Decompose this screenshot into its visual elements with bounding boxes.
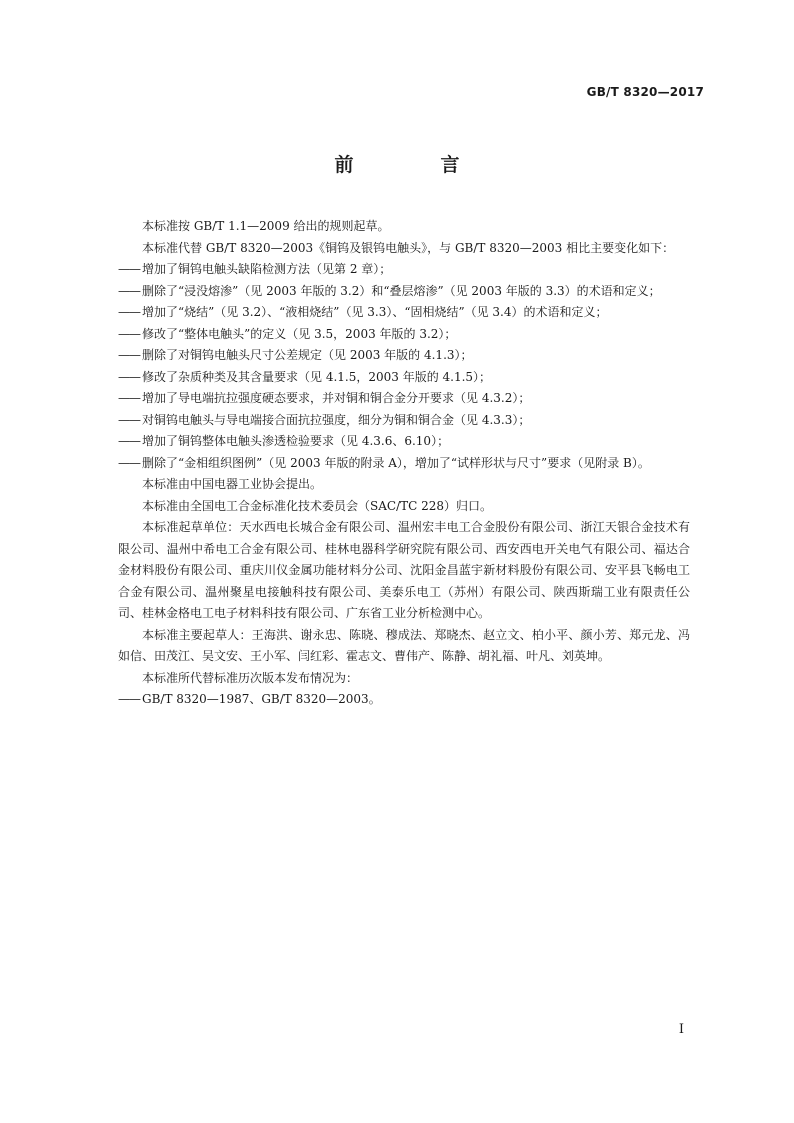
dash-mark: —— <box>118 305 140 319</box>
paragraph-replacement-notice: 本标准代替 GB/T 8320—2003《铜钨及银钨电触头》，与 GB/T 8320—2003 相比主要变化如下： <box>142 240 675 255</box>
change-item-text: 删除了“金相组织图例”（见 2003 年版的附录 A），增加了“试样形状与尺寸”要求（见附录 B）。 <box>142 455 650 470</box>
paragraph-history-intro: 本标准所代替标准历次版本发布情况为： <box>142 670 359 685</box>
dash-mark: —— <box>118 434 140 448</box>
change-item-text: 增加了铜钨整体电触头渗透检验要求（见 4.3.6、6.10）； <box>142 434 450 448</box>
dash-mark: —— <box>118 283 140 298</box>
dash-mark: —— <box>118 391 140 405</box>
change-item-text: 修改了“整体电触头”的定义（见 3.5，2003 年版的 3.2）； <box>142 326 457 341</box>
change-item-text: 删除了对铜钨电触头尺寸公差规定（见 2003 年版的 4.1.3）； <box>142 348 473 362</box>
change-item <box>118 302 690 324</box>
paragraph-committee: 本标准由全国电工合金标准化技术委员会（SAC/TC 228）归口。 <box>142 498 493 513</box>
dash-mark: —— <box>118 326 140 341</box>
dash-mark: —— <box>118 348 140 362</box>
dash-mark: —— <box>118 412 140 427</box>
change-item <box>118 345 690 367</box>
dash-mark: —— <box>118 262 140 276</box>
dash-mark: —— <box>118 692 140 706</box>
change-item <box>118 431 690 453</box>
page-number: I <box>678 1022 684 1037</box>
change-item-text: 删除了“浸没熔渗”（见 2003 年版的 3.2）和“叠层熔渗”（见 2003 年版的 3.3）的术语和定义； <box>142 283 661 298</box>
change-item <box>118 324 690 346</box>
change-item <box>118 367 690 389</box>
history-item-text: GB/T 8320—1987、GB/T 8320—2003。 <box>142 692 381 706</box>
history-item <box>118 689 690 711</box>
change-item-text: 修改了杂质种类及其含量要求（见 4.1.5，2003 年版的 4.1.5）； <box>142 369 492 384</box>
paragraph-drafting-units: 本标准起草单位：天水西电长城合金有限公司、温州宏丰电工合金股份有限公司、浙江天银合金技术有限公司、温州中希电工合金有限公司、桂林电器科学研究院有限公司、西安西电开关电气有限公司、福达合金材料股份有限公司、重庆川仪金属功能材料分公司、沈阳金昌蓝宇新材料股份有限公司、安平县飞畅电工合金有限公司、温州聚星电接触科技有限公司、美泰乐电工（苏州）有限公司、陕西斯瑞工业有限责任公司、桂林金格电工电子材料科技有限公司、广东省工业分析检测中心。 <box>118 520 690 620</box>
page-title: 前 言 <box>334 154 494 176</box>
change-item-text: 对铜钨电触头与导电端接合面抗拉强度，细分为铜和铜合金（见 4.3.3）； <box>142 412 531 427</box>
paragraph-drafters: 本标准主要起草人：王海洪、谢永忠、陈晓、穆成法、郑晓杰、赵立文、柏小平、颜小芳、郑元龙、冯如信、田茂江、吴文安、王小军、闫红彩、霍志文、曹伟产、陈静、胡礼福、叶凡、刘英坤。 <box>118 627 690 663</box>
change-item <box>118 281 690 303</box>
paragraph-drafting-rule: 本标准按 GB/T 1.1—2009 给出的规则起草。 <box>142 219 390 233</box>
change-item-text: 增加了导电端抗拉强度硬态要求，并对铜和铜合金分开要求（见 4.3.2）； <box>142 391 531 405</box>
change-item-text: 增加了“烧结”（见 3.2）、“液相烧结”（见 3.3）、“固相烧结”（见 3.4）的术语和定义； <box>142 305 608 319</box>
dash-mark: —— <box>118 369 140 384</box>
change-item <box>118 410 690 432</box>
change-item <box>118 388 690 410</box>
change-item-text: 增加了铜钨电触头缺陷检测方法（见第 2 章）； <box>142 262 392 276</box>
paragraph-proposer: 本标准由中国电器工业协会提出。 <box>142 477 323 491</box>
document-body <box>118 216 690 711</box>
change-item <box>118 453 690 475</box>
dash-mark: —— <box>118 455 140 470</box>
standard-code: GB/T 8320—2017 <box>586 85 704 99</box>
change-item <box>118 259 690 281</box>
